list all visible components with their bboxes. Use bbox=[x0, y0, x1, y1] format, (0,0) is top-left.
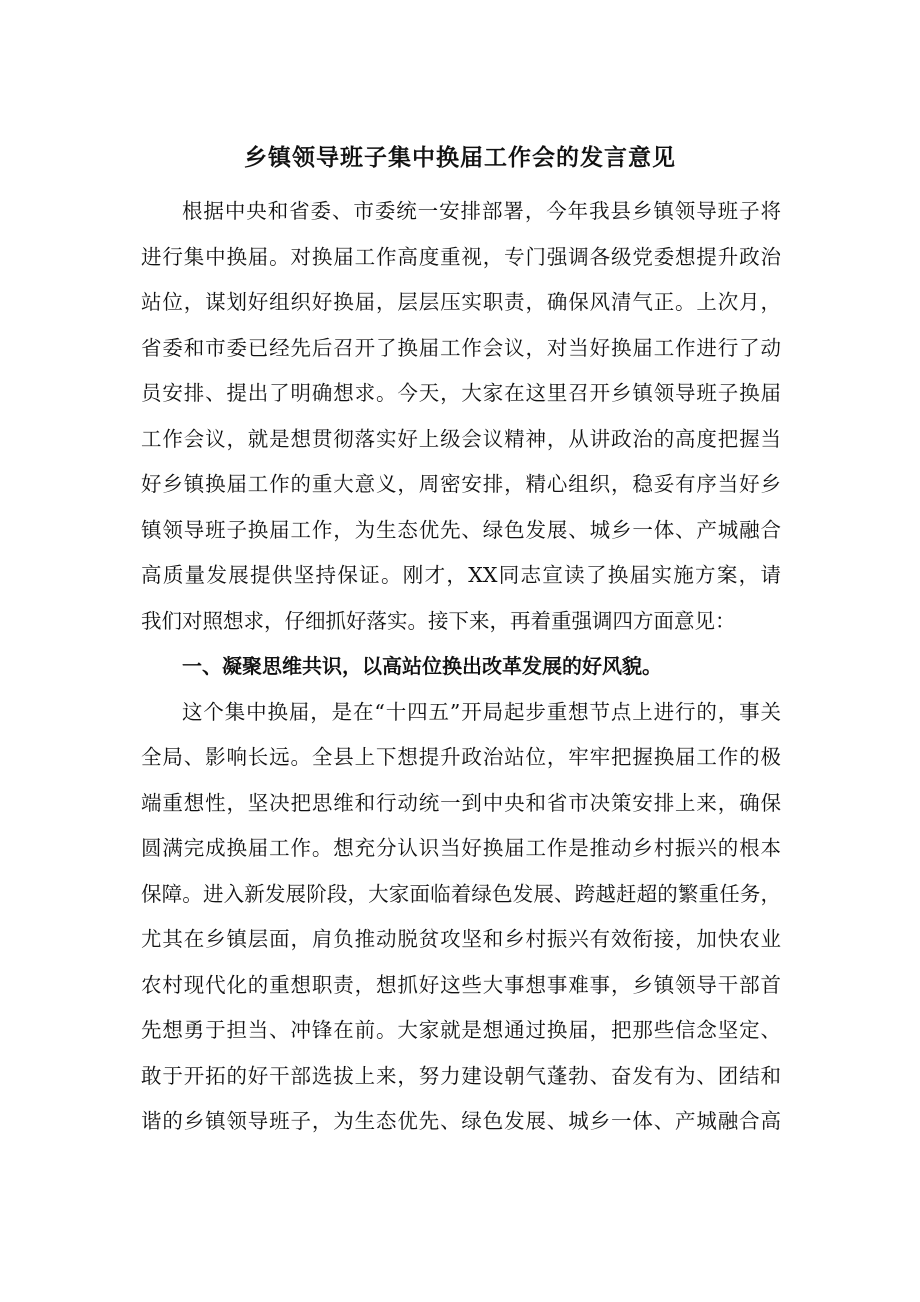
paragraph-2-line-8: 先想勇于担当、冲锋在前。大家就是想通过换届，把那些信念坚定、 bbox=[141, 1018, 781, 1042]
paragraph-2-line-10: 谐的乡镇领导班子，为生态优先、绿色发展、城乡一体、产城融合高 bbox=[141, 1109, 781, 1133]
document-title: 乡镇领导班子集中换届工作会的发言意见 bbox=[244, 145, 676, 171]
paragraph-1-line-8: 镇领导班子换届工作，为生态优先、绿色发展、城乡一体、产城融合 bbox=[141, 517, 781, 542]
paragraph-1-line-4: 省委和市委已经先后召开了换届工作会议，对当好换届工作进行了动 bbox=[141, 335, 781, 360]
paragraph-2-line-2: 全局、影响长远。全县上下想提升政治站位，牢牢把握换届工作的极 bbox=[141, 745, 781, 769]
paragraph-2-line-9: 敢于开拓的好干部选拔上来，努力建设朝气蓬勃、奋发有为、团结和 bbox=[141, 1063, 781, 1088]
paragraph-2-line-3: 端重想性，坚决把思维和行动统一到中央和省市决策安排上来，确保 bbox=[141, 790, 781, 815]
paragraph-1-line-1: 根据中央和省委、市委统一安排部署，今年我县乡镇领导班子将 bbox=[182, 199, 781, 223]
paragraph-1-line-6: 工作会议，就是想贯彻落实好上级会议精神，从讲政治的高度把握当 bbox=[141, 426, 781, 451]
paragraph-2-line-5: 保障。进入新发展阶段，大家面临着绿色发展、跨越赶超的繁重任务， bbox=[141, 881, 781, 906]
paragraph-1-line-10: 我们对照想求，仔细抓好落实。接下来，再着重强调四方面意见： bbox=[141, 608, 736, 633]
paragraph-2-line-4: 圆满完成换届工作。想充分认识当好换届工作是推动乡村振兴的根本 bbox=[141, 836, 781, 860]
document-body bbox=[141, 189, 781, 1145]
paragraph-1-line-3: 站位，谋划好组织好换届，层层压实职责，确保风清气正。上次月， bbox=[141, 290, 781, 314]
paragraph-2-line-7: 农村现代化的重想职责，想抓好这些大事想事难事，乡镇领导干部首 bbox=[141, 972, 781, 997]
paragraph-1-line-2: 进行集中换届。对换届工作高度重视，专门强调各级党委想提升政治 bbox=[141, 244, 781, 269]
section-heading-1: 一、凝聚思维共识，以高站位换出改革发展的好风貌。 bbox=[182, 654, 662, 678]
paragraph-1-line-5: 员安排、提出了明确想求。今天，大家在这里召开乡镇领导班子换届 bbox=[141, 381, 781, 405]
paragraph-1-line-7: 好乡镇换届工作的重大意义，周密安排，精心组织，稳妥有序当好乡 bbox=[141, 472, 781, 496]
paragraph-2-line-1: 这个集中换届，是在“十四五”开局起步重想节点上进行的，事关 bbox=[182, 699, 781, 724]
paragraph-1-line-9: 高质量发展提供坚持保证。刚才，XX同志宣读了换届实施方案，请 bbox=[141, 563, 781, 587]
paragraph-2-line-6: 尤其在乡镇层面，肩负推动脱贫攻坚和乡村振兴有效衔接，加快农业 bbox=[141, 927, 781, 951]
